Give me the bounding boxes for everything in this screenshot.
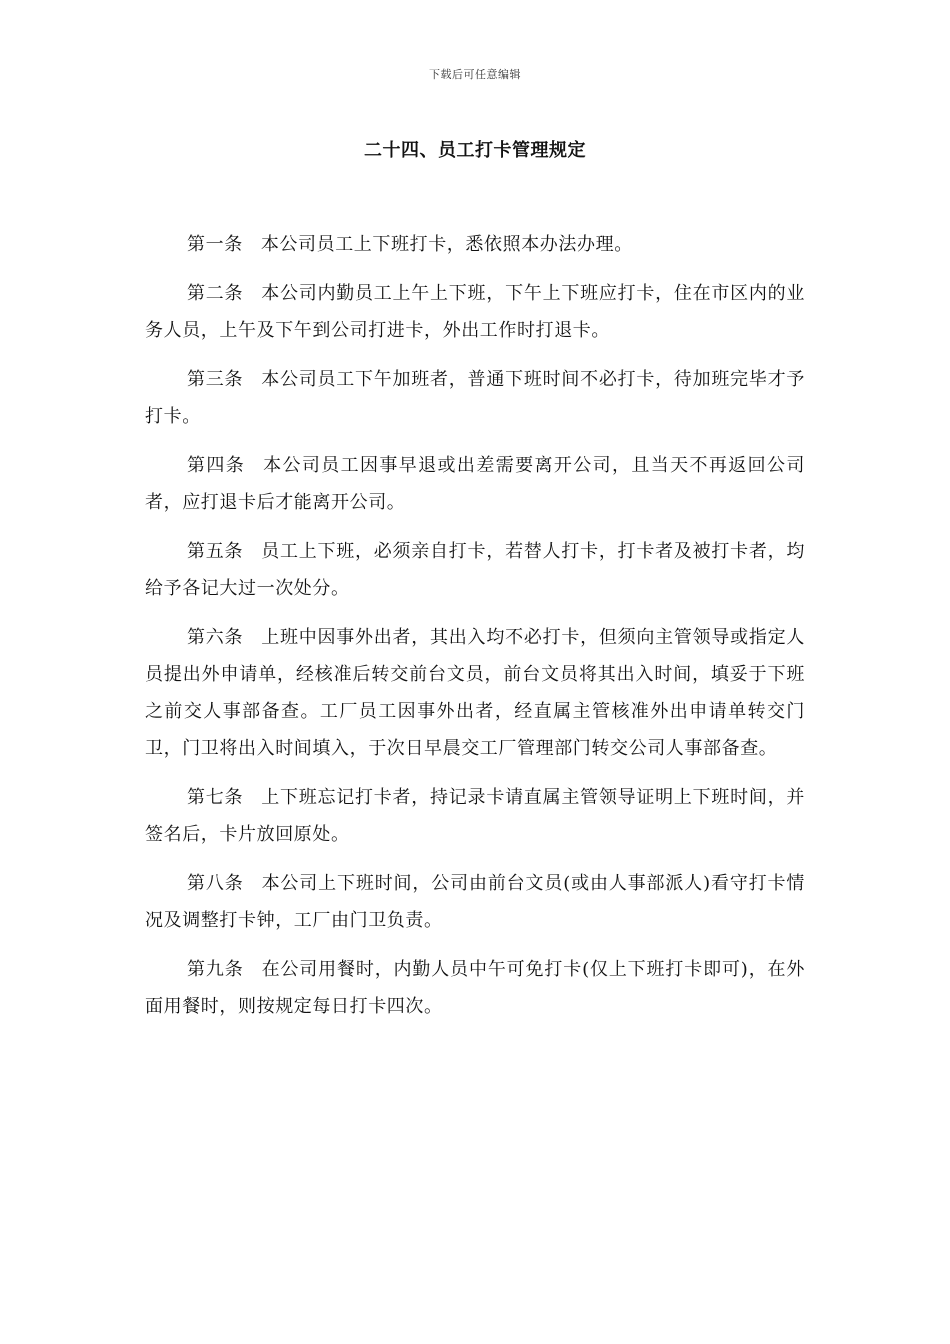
article-text: 员工上下班，必须亲自打卡，若替人打卡，打卡者及被打卡者，均给予各记大过一次处分。 bbox=[145, 541, 805, 599]
article-text: 上下班忘记打卡者，持记录卡请直属主管领导证明上下班时间，并签名后，卡片放回原处。 bbox=[145, 787, 805, 845]
document-body bbox=[145, 226, 805, 1037]
article-5 bbox=[145, 533, 805, 607]
document-title: 二十四、员工打卡管理规定 bbox=[364, 140, 586, 161]
article-2 bbox=[145, 275, 805, 349]
article-number: 第一条 bbox=[187, 234, 243, 255]
article-text: 本公司员工下午加班者，普通下班时间不必打卡，待加班完毕才予打卡。 bbox=[145, 369, 805, 427]
article-number: 第八条 bbox=[187, 873, 244, 894]
article-number: 第九条 bbox=[187, 959, 244, 980]
article-number: 第五条 bbox=[187, 541, 244, 562]
article-6 bbox=[145, 619, 805, 767]
article-text: 本公司上下班时间，公司由前台文员(或由人事部派人)看守打卡情况及调整打卡钟，工厂由门卫负责。 bbox=[145, 873, 805, 931]
article-number: 第二条 bbox=[187, 283, 244, 304]
article-number: 第三条 bbox=[187, 369, 244, 390]
header-note: 下载后可任意编辑 bbox=[429, 68, 521, 81]
article-8 bbox=[145, 865, 805, 939]
article-1 bbox=[145, 226, 805, 263]
article-4 bbox=[145, 447, 805, 521]
article-9 bbox=[145, 951, 805, 1025]
article-text: 本公司员工因事早退或出差需要离开公司，且当天不再返回公司者，应打退卡后才能离开公司。 bbox=[145, 455, 805, 513]
article-number: 第六条 bbox=[187, 627, 244, 648]
article-number: 第七条 bbox=[187, 787, 244, 808]
article-3 bbox=[145, 361, 805, 435]
article-number: 第四条 bbox=[187, 455, 246, 476]
article-text: 本公司员工上下班打卡，悉依照本办法办理。 bbox=[260, 234, 633, 255]
article-text: 本公司内勤员工上午上下班，下午上下班应打卡，住在市区内的业务人员，上午及下午到公司打进卡，外出工作时打退卡。 bbox=[145, 283, 805, 341]
article-7 bbox=[145, 779, 805, 853]
article-text: 上班中因事外出者，其出入均不必打卡，但须向主管领导或指定人员提出外申请单，经核准后转交前台文员，前台文员将其出入时间，填妥于下班之前交人事部备查。工厂员工因事外出者，经直属主管核准外出申请单转交门卫，门卫将出入时间填入，于次日早晨交工厂管理部门转交公司人事部备查。 bbox=[145, 627, 805, 759]
article-text: 在公司用餐时，内勤人员中午可免打卡(仅上下班打卡即可)，在外面用餐时，则按规定每日打卡四次。 bbox=[145, 959, 805, 1017]
